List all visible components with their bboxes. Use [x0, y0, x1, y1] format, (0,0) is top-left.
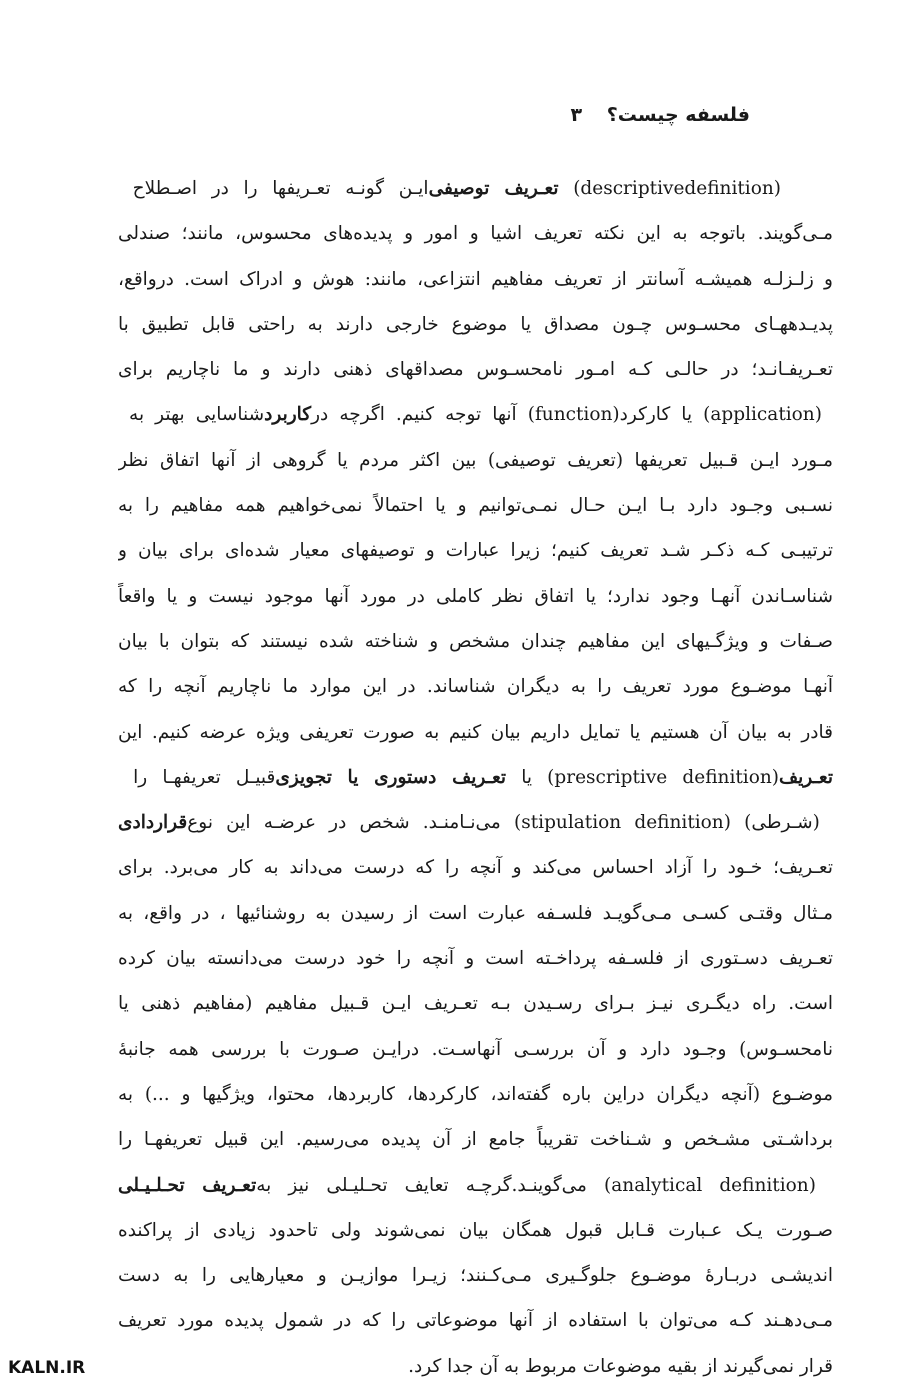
text-line [118, 1298, 833, 1343]
text-segment: ایـن گونـه تعـریفها را در اصـطلاح [118, 178, 429, 199]
text-segment: قادر به بیان آن هستیم یا تمایل داریم بیان کنیم به صورت تعریفی ویژه عرضه کنیم. این [118, 721, 833, 743]
text-line [118, 1072, 833, 1117]
text-line [118, 891, 833, 936]
text-segment: قبیـل تعریفهـا را [118, 766, 276, 788]
text-segment: و زلـزلـه همیشـه آسانتر از تعریف مفاهیم انتزاعی، مانند: هوش و ادراک است. درواقع، [118, 268, 833, 290]
text-line [118, 981, 833, 1026]
text-segment: مـورد ایـن قـبیل تعریفها (تعریف توصیفی) بین اکثر مردم یا گروهی از آنها اتفاق نظر [118, 449, 833, 471]
text-segment: است. راه دیگـری نیـز بـرای رسـیدن بـه تعـریف ایـن قـبیل مفاهیم (مفاهیم ذهنی یا [118, 993, 833, 1015]
text-segment: تعـریفـانـد؛ در حالـی کـه امـور نامحسـوس مصداقهای ذهنی دارند و ما ناچاریم برای [118, 359, 833, 381]
text-line [118, 800, 833, 845]
text-segment: شناسـاندن آنهـا وجود ندارد؛ یا اتفاق نظر کاملی در مورد آنها موجود نیست و یا واقعاً [118, 585, 833, 607]
text-line [118, 257, 833, 302]
text-line [118, 710, 833, 755]
text-line [118, 1208, 833, 1253]
text-line [118, 392, 833, 437]
text-segment: پدیـدههـای محسـوس چـون مصداق یا موضوع خارجی دارند به راحتی قابل تطبیق با [118, 313, 833, 335]
bold-term: کاربرد [264, 404, 312, 426]
bold-term: قراردادی [118, 812, 188, 834]
text-segment: صـفات و ویژگـیهای این مفاهیم چندان مشخص و شناخته شده نیستند که بتوان با بیان [118, 630, 833, 652]
text-segment: نامحسـوس) وجـود دارد و آن بررسـی آنهاسـت. درایـن صـورت با بررسی همه جانبهٔ [118, 1038, 833, 1060]
text-segment: (analytical definition) می‌گوینـد.گرچـه تعایف تحـلیـلی نیز به [256, 1174, 833, 1196]
text-segment: اندیشـی دربـارهٔ موضـوع جلوگـیری مـی‌کـنند؛ زیـرا موازیـن و معیارهایی را به دست [118, 1265, 833, 1287]
text-line [118, 166, 833, 211]
text-segment: نسـبی وجـود دارد بـا ایـن حـال نمـی‌توانیم و یا احتمالاً نمی‌خواهیم همه مفاهیم را به [118, 495, 833, 517]
body-paragraph [118, 166, 833, 1389]
bold-term: تعـریف توصیفی [428, 178, 559, 199]
text-line [118, 302, 833, 347]
text-segment: قرار نمی‌گیرند از بقیه موضوعات مربوط به آن جدا کرد. [408, 1355, 833, 1377]
text-line [118, 528, 833, 573]
text-line [118, 664, 833, 709]
text-line [118, 936, 833, 981]
text-line [118, 1344, 833, 1389]
text-line [118, 347, 833, 392]
text-segment: آنهـا موضـوع مورد تعریف را به دیگران شناساند. در این موارد ما ناچاریم آنچه را که [118, 676, 833, 698]
running-header [571, 104, 751, 126]
text-segment: صـورت یـک عـبارت قـابل قبول همگان بیان نمی‌شوند ولی تاحدود زیادی از پراکنده [118, 1219, 833, 1241]
text-segment: تعـریف دسـتوری از فلسـفه پرداخـته است و آنچه را خود درست می‌دانسته بیان کرده [118, 948, 833, 970]
book-title: فلسفه چیست؟ [606, 104, 750, 126]
bold-term: تعـریف تحـلـیـلی [118, 1174, 257, 1196]
text-line [118, 1253, 833, 1298]
text-line [118, 845, 833, 890]
text-segment: (descriptivedefinition) [558, 178, 781, 199]
text-line [118, 1117, 833, 1162]
site-watermark: KALN.IR [8, 1358, 86, 1378]
text-line [118, 1163, 833, 1208]
text-line [118, 574, 833, 619]
text-segment: موضـوع (آنچه دیگران دراین باره گفته‌اند، کارکردها، کاربردها، محتوا، ویژگیها و ...) به [118, 1083, 833, 1105]
text-segment: ترتیبـی کـه ذکـر شـد تعریف کنیم؛ زیرا عبارات و توصیفهای معیار شده‌ای برای بیان و [118, 540, 833, 562]
bold-term: تعـریف [779, 766, 833, 788]
page-number: ۳ [570, 104, 583, 126]
text-line [118, 755, 833, 800]
text-segment: شناسایی بهتر به [118, 404, 265, 426]
text-segment: (application) یا کارکرد(function) آنها توجه کنیم. اگرچه در [311, 404, 833, 426]
text-line [118, 211, 833, 256]
text-line [118, 438, 833, 483]
text-segment: تعـریف؛ خـود را آزاد احساس می‌کند و آنچه را که درست می‌داند به کار می‌برد. برای [118, 857, 833, 879]
text-segment: مـثال وقتـی کسـی مـی‌گویـد فلسـفه عبارت است از رسیدن به روشنائیها ، در واقع، به [118, 902, 833, 924]
text-segment: (شـرطی) (stipulation definition) می‌نـامنـد. شخص در عرضـه این نوع [187, 812, 833, 834]
text-segment: مـی‌دهـند کـه می‌توان با استفاده از آنها موضوعاتی را که در شمول پدیده مورد تعریف [118, 1310, 833, 1332]
text-segment: مـی‌گویند. باتوجه به این نکته تعریف اشیا و امور و پدیده‌های محسوس، مانند؛ صندلی [118, 223, 833, 245]
text-segment: برداشـتی مشـخص و شـناخت تقریباً جامع از آن پدیده می‌رسیم. این قبیل تعریفهـا را [118, 1129, 833, 1151]
text-line [118, 1027, 833, 1072]
text-line [118, 483, 833, 528]
bold-term: تعـریف دستوری یا تجویزی [275, 766, 507, 788]
text-line [118, 619, 833, 664]
text-segment: (prescriptive definition) یا [506, 766, 779, 788]
